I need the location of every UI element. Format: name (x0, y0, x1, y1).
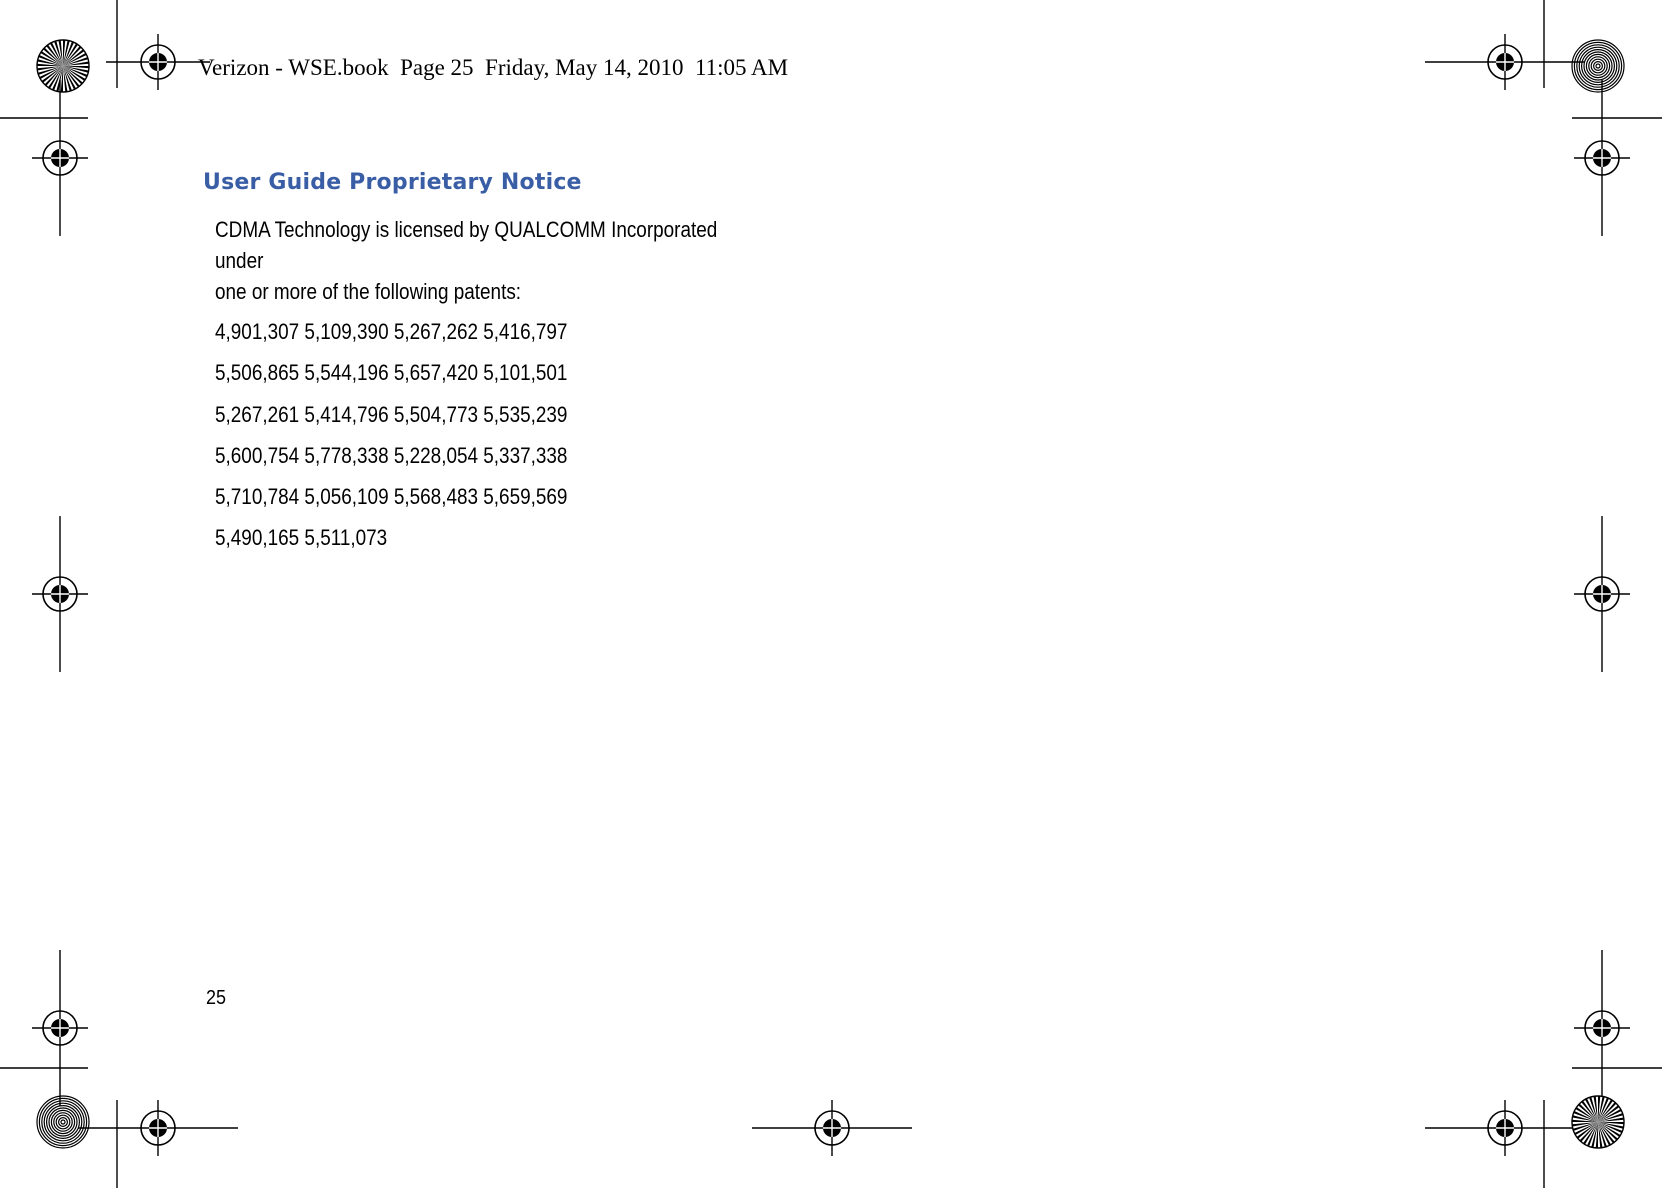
print-header-slug: Verizon - WSE.book Page 25 Friday, May 14, 2010 11:05 AM (198, 55, 789, 80)
notice-body (215, 214, 748, 564)
registration-target-icon (1425, 1100, 1585, 1156)
registration-target-icon (32, 950, 88, 1106)
intro-line: CDMA Technology is licensed by QUALCOMM Incorporated under (215, 217, 718, 273)
starburst-target-icon (1572, 1096, 1624, 1148)
notice-intro (215, 214, 748, 307)
registration-target-icon (1574, 516, 1630, 672)
registration-target-icon (752, 1100, 912, 1156)
registration-target-icon (1574, 80, 1630, 236)
patent-line: 5,267,261 5,414,796 5,504,773 5,535,239 (215, 401, 568, 427)
page-title: User Guide Proprietary Notice (203, 170, 582, 195)
concentric-target-icon (1572, 40, 1624, 92)
registration-target-icon (78, 1100, 238, 1156)
starburst-target-icon (37, 40, 89, 92)
page-number: 25 (206, 987, 227, 1009)
patent-line: 5,506,865 5,544,196 5,657,420 5,101,501 (215, 360, 568, 386)
patent-line: 5,710,784 5,056,109 5,568,483 5,659,569 (215, 484, 568, 510)
patent-line: 5,600,754 5,778,338 5,228,054 5,337,338 (215, 442, 568, 468)
registration-target-icon (32, 516, 88, 672)
concentric-target-icon (37, 1096, 89, 1148)
registration-target-icon (1574, 950, 1630, 1106)
patent-list (215, 316, 748, 564)
intro-line: one or more of the following patents: (215, 279, 522, 304)
patent-line: 5,490,165 5,511,073 (215, 525, 388, 551)
registration-target-icon (1425, 34, 1585, 90)
patent-line: 4,901,307 5,109,390 5,267,262 5,416,797 (215, 319, 568, 344)
registration-target-icon (106, 34, 210, 90)
registration-target-icon (32, 80, 88, 236)
